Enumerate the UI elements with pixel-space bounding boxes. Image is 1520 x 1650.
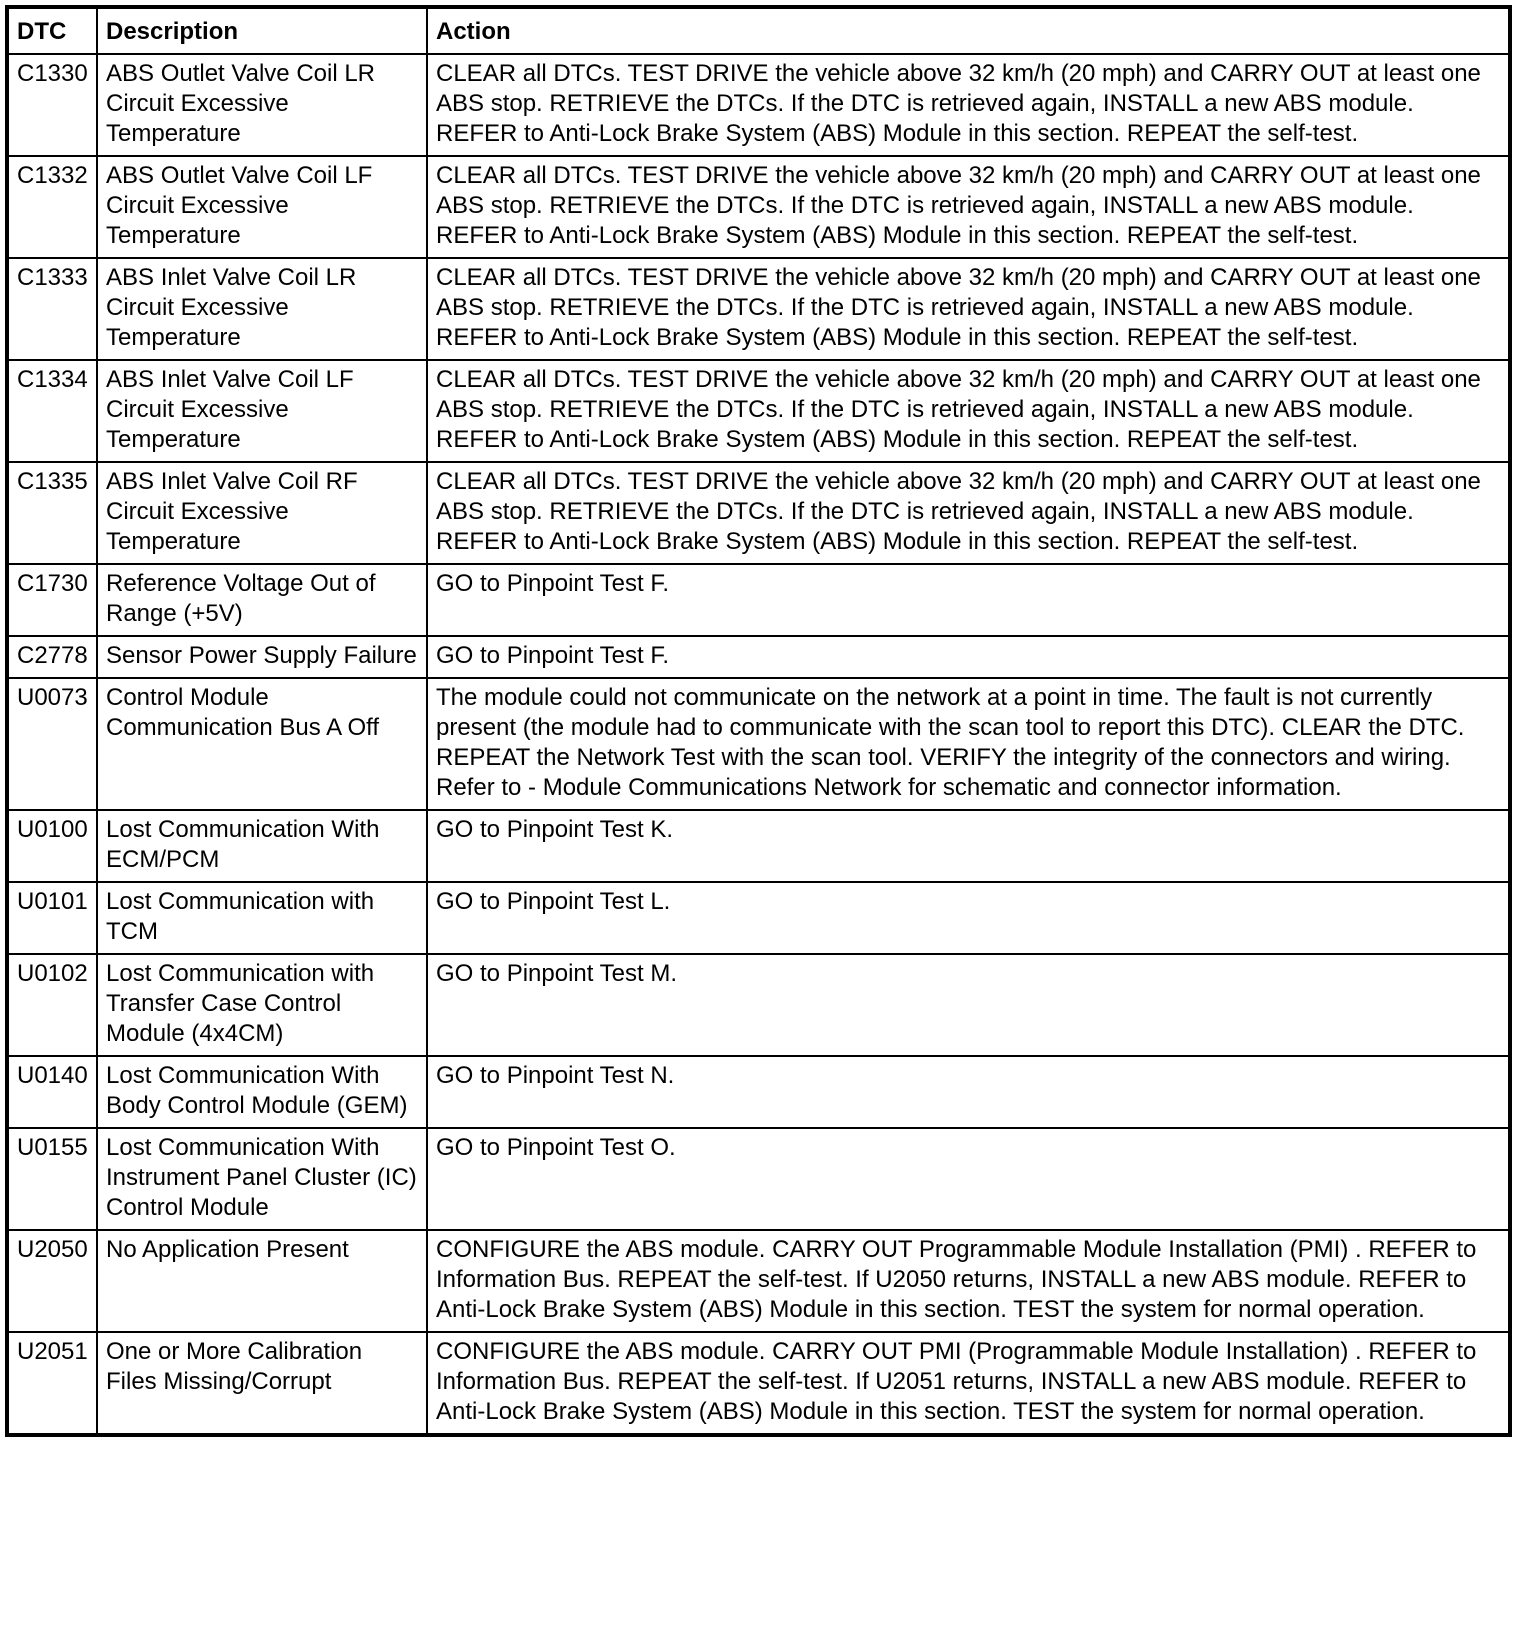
dtc-action: CONFIGURE the ABS module. CARRY OUT Programmable Module Installation (PMI) . REFER to Information Bus. REPEAT the self-test. If U2050 returns, INSTALL a new ABS module. REFER to Anti-Lock Brake System (ABS) Module in this section. TEST the system for normal operation. <box>427 1230 1510 1332</box>
dtc-action: CONFIGURE the ABS module. CARRY OUT PMI (Programmable Module Installation) . REFER to Information Bus. REPEAT the self-test. If U2051 returns, INSTALL a new ABS module. REFER to Anti-Lock Brake System (ABS) Module in this section. TEST the system for normal operation. <box>427 1332 1510 1435</box>
table-row <box>7 954 1510 1056</box>
dtc-action: CLEAR all DTCs. TEST DRIVE the vehicle above 32 km/h (20 mph) and CARRY OUT at least one ABS stop. RETRIEVE the DTCs. If the DTC is retrieved again, INSTALL a new ABS module. REFER to Anti-Lock Brake System (ABS) Module in this section. REPEAT the self-test. <box>427 156 1510 258</box>
table-row <box>7 1230 1510 1332</box>
dtc-code: C1332 <box>7 156 97 258</box>
dtc-description: Lost Communication with Transfer Case Control Module (4x4CM) <box>97 954 427 1056</box>
dtc-action: GO to Pinpoint Test L. <box>427 882 1510 954</box>
dtc-description: Lost Communication with TCM <box>97 882 427 954</box>
dtc-code: C1335 <box>7 462 97 564</box>
dtc-action: CLEAR all DTCs. TEST DRIVE the vehicle above 32 km/h (20 mph) and CARRY OUT at least one ABS stop. RETRIEVE the DTCs. If the DTC is retrieved again, INSTALL a new ABS module. REFER to Anti-Lock Brake System (ABS) Module in this section. REPEAT the self-test. <box>427 54 1510 156</box>
table-row <box>7 462 1510 564</box>
table-row <box>7 1332 1510 1435</box>
table-row <box>7 1128 1510 1230</box>
dtc-code: U2051 <box>7 1332 97 1435</box>
table-row <box>7 156 1510 258</box>
table-row <box>7 810 1510 882</box>
header-action: Action <box>427 7 1510 54</box>
dtc-code: U2050 <box>7 1230 97 1332</box>
dtc-action: GO to Pinpoint Test O. <box>427 1128 1510 1230</box>
dtc-action: GO to Pinpoint Test F. <box>427 564 1510 636</box>
dtc-description: ABS Inlet Valve Coil RF Circuit Excessive Temperature <box>97 462 427 564</box>
dtc-code: U0101 <box>7 882 97 954</box>
dtc-code: U0155 <box>7 1128 97 1230</box>
dtc-description: Lost Communication With Body Control Module (GEM) <box>97 1056 427 1128</box>
dtc-action: GO to Pinpoint Test F. <box>427 636 1510 678</box>
dtc-code: C1334 <box>7 360 97 462</box>
dtc-code: U0073 <box>7 678 97 810</box>
dtc-code: C1730 <box>7 564 97 636</box>
dtc-table <box>5 5 1512 1437</box>
dtc-description: ABS Inlet Valve Coil LF Circuit Excessive Temperature <box>97 360 427 462</box>
dtc-action: CLEAR all DTCs. TEST DRIVE the vehicle above 32 km/h (20 mph) and CARRY OUT at least one ABS stop. RETRIEVE the DTCs. If the DTC is retrieved again, INSTALL a new ABS module. REFER to Anti-Lock Brake System (ABS) Module in this section. REPEAT the self-test. <box>427 462 1510 564</box>
table-row <box>7 258 1510 360</box>
dtc-code: C1330 <box>7 54 97 156</box>
header-description: Description <box>97 7 427 54</box>
dtc-description: Lost Communication With ECM/PCM <box>97 810 427 882</box>
dtc-description: Lost Communication With Instrument Panel Cluster (IC) Control Module <box>97 1128 427 1230</box>
table-row <box>7 678 1510 810</box>
table-row <box>7 360 1510 462</box>
dtc-description: ABS Outlet Valve Coil LR Circuit Excessive Temperature <box>97 54 427 156</box>
dtc-table-container <box>5 5 1512 1437</box>
dtc-action: CLEAR all DTCs. TEST DRIVE the vehicle above 32 km/h (20 mph) and CARRY OUT at least one ABS stop. RETRIEVE the DTCs. If the DTC is retrieved again, INSTALL a new ABS module. REFER to Anti-Lock Brake System (ABS) Module in this section. REPEAT the self-test. <box>427 258 1510 360</box>
dtc-code: C2778 <box>7 636 97 678</box>
dtc-action: GO to Pinpoint Test N. <box>427 1056 1510 1128</box>
dtc-description: ABS Inlet Valve Coil LR Circuit Excessive Temperature <box>97 258 427 360</box>
dtc-description: No Application Present <box>97 1230 427 1332</box>
dtc-code: U0102 <box>7 954 97 1056</box>
dtc-action: The module could not communicate on the network at a point in time. The fault is not currently present (the module had to communicate with the scan tool to report this DTC). CLEAR the DTC. REPEAT the Network Test with the scan tool. VERIFY the integrity of the connectors and wiring. Refer to - Module Communications Network for schematic and connector information. <box>427 678 1510 810</box>
header-row <box>7 7 1510 54</box>
header-dtc: DTC <box>7 7 97 54</box>
dtc-code: C1333 <box>7 258 97 360</box>
table-row <box>7 1056 1510 1128</box>
dtc-description: ABS Outlet Valve Coil LF Circuit Excessive Temperature <box>97 156 427 258</box>
dtc-description: Sensor Power Supply Failure <box>97 636 427 678</box>
dtc-action: CLEAR all DTCs. TEST DRIVE the vehicle above 32 km/h (20 mph) and CARRY OUT at least one ABS stop. RETRIEVE the DTCs. If the DTC is retrieved again, INSTALL a new ABS module. REFER to Anti-Lock Brake System (ABS) Module in this section. REPEAT the self-test. <box>427 360 1510 462</box>
dtc-description: Control Module Communication Bus A Off <box>97 678 427 810</box>
dtc-code: U0140 <box>7 1056 97 1128</box>
dtc-description: One or More Calibration Files Missing/Corrupt <box>97 1332 427 1435</box>
table-row <box>7 882 1510 954</box>
dtc-action: GO to Pinpoint Test K. <box>427 810 1510 882</box>
dtc-action: GO to Pinpoint Test M. <box>427 954 1510 1056</box>
dtc-description: Reference Voltage Out of Range (+5V) <box>97 564 427 636</box>
table-row <box>7 564 1510 636</box>
table-row <box>7 54 1510 156</box>
table-row <box>7 636 1510 678</box>
dtc-code: U0100 <box>7 810 97 882</box>
